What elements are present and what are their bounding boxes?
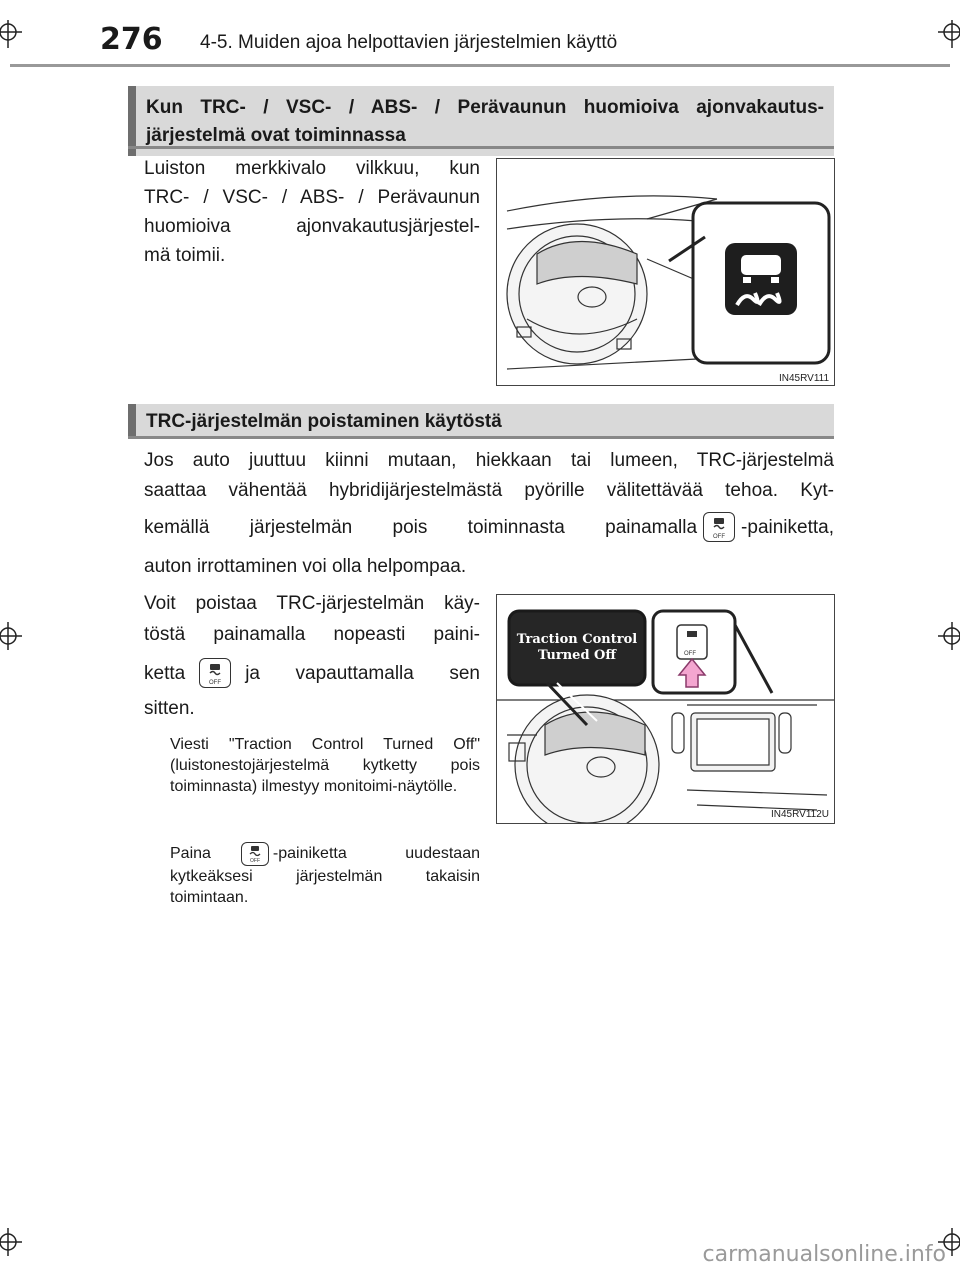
section1-body: Luiston merkkivalo vilkkuu, kun TRC- / VSC- / ABS- / Perävaunun huomioiva ajonvakautusjärjestel- mä toimii. [144, 158, 480, 266]
svg-text:OFF: OFF [249, 858, 260, 864]
figure-traction-control-off [496, 594, 835, 824]
heading-line: TRC-järjestelmän poistaminen käytöstä [146, 411, 502, 432]
section-heading-trc-off [128, 404, 834, 438]
svg-text:OFF: OFF [209, 680, 222, 686]
heading-line: Kun TRC- / VSC- / ABS- / Perävaunun huomioiva ajonvakautus- [146, 97, 824, 118]
note-reenable: Paina OFF -painiketta uudestaan kytkeäksesi järjestelmän takaisin toimintaan. [170, 842, 480, 908]
heading-underline [128, 436, 834, 439]
note-message: Viesti "Traction Control Turned Off" (luistonestojärjestelmä kytketty pois toiminnasta) ilmestyy monitoimi-näytölle. [170, 736, 480, 795]
dashboard-trc-illustration [497, 595, 835, 824]
chapter-title: 4-5. Muiden ajoa helpottavien järjestelmien käyttö [200, 32, 618, 53]
section2-howto: Voit poistaa TRC-järjestelmän käy- töstä painamalla nopeasti paini- [144, 593, 480, 645]
trc-off-button-icon [199, 658, 231, 688]
heading-line: järjestelmä ovat toiminnassa [146, 125, 406, 146]
svg-text:OFF: OFF [684, 651, 696, 657]
figure-code: IN45RV111 [779, 373, 830, 384]
svg-text:OFF: OFF [713, 534, 726, 540]
section2-howto-line3: ketta OFF ja vapauttamalla sen [144, 658, 480, 688]
header-rule [10, 64, 950, 67]
page-number: 276 [100, 22, 163, 57]
heading-underline [128, 146, 834, 149]
section2-intro-line4: auton irrottaminen voi olla helpompaa. [144, 556, 467, 577]
watermark: carmanualsonline.info [702, 1242, 946, 1267]
trc-off-button-icon [703, 512, 735, 542]
mid-display-line: Turned Off [537, 648, 617, 663]
section2-intro-line3: kemällä järjestelmän pois toiminnasta painamalla OFF -painiketta, [144, 512, 834, 542]
figure-code: IN45RV112U [771, 809, 829, 820]
figure-slip-indicator [496, 158, 835, 386]
mid-display-line: Traction Control [516, 632, 638, 647]
section2-howto-line4: sitten. [144, 698, 195, 719]
trc-off-button-icon [241, 842, 269, 866]
section2-intro: Jos auto juuttuu kiinni mutaan, hiekkaan tai lumeen, TRC-järjestelmä saattaa vähentää hybridijärjestelmästä pyörille välitettävää tehoa. Kyt- [144, 450, 834, 501]
dashboard-illustration [497, 159, 835, 386]
